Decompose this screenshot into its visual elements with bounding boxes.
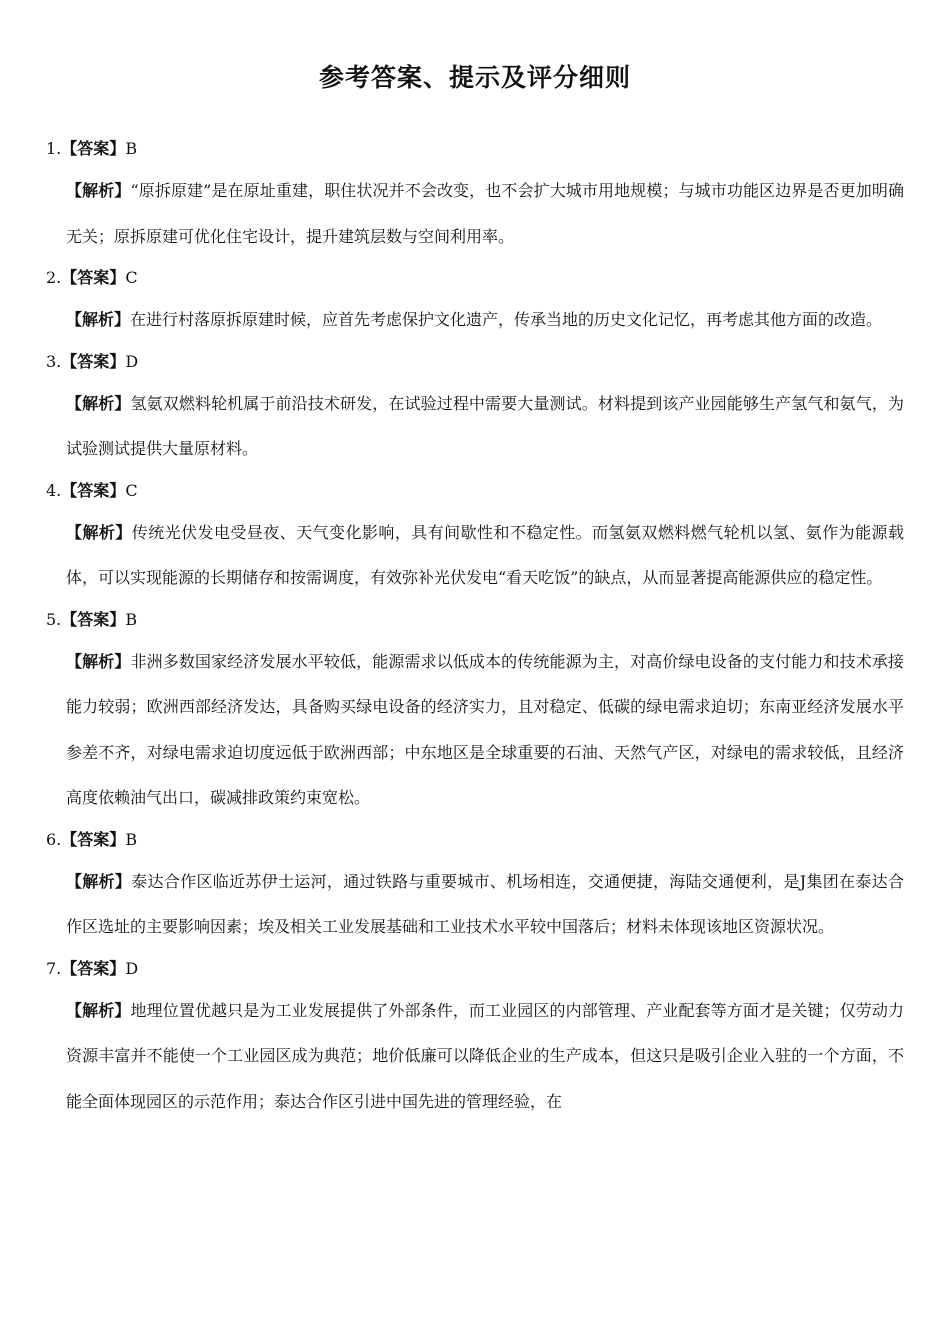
analysis-text: 地理位置优越只是为工业发展提供了外部条件，而工业园区的内部管理、产业配套等方面才是关键；仅劳动力资源丰富并不能使一个工业园区成为典范；地价低廉可以降低企业的生产成本，但这只是吸引企业入驻的一个方面，不能全面体现园区的示范作用；泰达合作区引进中国先进的管理经验，在 bbox=[66, 1000, 904, 1111]
analysis-paragraph bbox=[66, 381, 904, 472]
analysis-tag: 解析 bbox=[82, 310, 115, 329]
analysis-paragraph bbox=[66, 510, 904, 601]
answer-tag: 答案 bbox=[77, 829, 110, 849]
question-item bbox=[46, 343, 904, 472]
analysis-paragraph bbox=[66, 297, 904, 343]
analysis-text: “原拆原建”是在原址重建，职住状况并不会改变，也不会扩大城市用地规模；与城市功能区边界是否更加明确无关；原拆原建可优化住宅设计，提升建筑层数与空间利用率。 bbox=[66, 181, 904, 246]
answer-line bbox=[46, 130, 904, 168]
answer-tag: 答案 bbox=[77, 139, 110, 158]
question-item bbox=[46, 130, 904, 259]
analysis-tag: 解析 bbox=[82, 393, 115, 413]
answer-line bbox=[46, 950, 904, 988]
analysis-tag-close: 】 bbox=[114, 871, 132, 891]
analysis-tag: 解析 bbox=[82, 522, 116, 542]
analysis-tag-open: 【 bbox=[66, 1000, 83, 1020]
answer-value: B bbox=[125, 139, 138, 158]
analysis-tag-open: 【 bbox=[66, 871, 83, 891]
analysis-text: 非洲多数国家经济发展水平较低，能源需求以低成本的传统能源为主，对高价绿电设备的支付能力和技术承接能力较弱；欧洲西部经济发达，具备购买绿电设备的经济实力，且对稳定、低碳的绿电需求迫切；东南亚经济发展水平参差不齐，对绿电需求迫切度远低于欧洲西部；中东地区是全球重要的石油、天然气产区，对绿电的需求较低，且经济高度依赖油气出口，碳减排政策约束宽松。 bbox=[66, 651, 904, 807]
analysis-paragraph bbox=[66, 168, 904, 259]
analysis-tag-close: 】 bbox=[114, 393, 131, 413]
analysis-tag-open: 【 bbox=[66, 181, 83, 200]
answer-tag-close: 】 bbox=[109, 958, 126, 978]
question-item bbox=[46, 259, 904, 343]
answer-value: C bbox=[125, 268, 138, 287]
question-item bbox=[46, 472, 904, 601]
question-number: 4. bbox=[46, 480, 62, 500]
analysis-tag-close: 】 bbox=[114, 1000, 131, 1020]
answer-value: C bbox=[125, 480, 138, 500]
analysis-tag-open: 【 bbox=[66, 310, 83, 329]
answer-tag-close: 】 bbox=[109, 480, 126, 500]
answer-tag-open: 【 bbox=[61, 139, 78, 158]
analysis-text: 氢氨双燃料轮机属于前沿技术研发，在试验过程中需要大量测试。材料提到该产业园能够生产氢气和氨气，为试验测试提供大量原材料。 bbox=[66, 393, 904, 458]
question-number: 1. bbox=[46, 139, 62, 158]
answer-tag-close: 】 bbox=[109, 609, 126, 629]
questions-list bbox=[46, 130, 904, 1124]
answer-value: D bbox=[125, 351, 139, 371]
question-item bbox=[46, 601, 904, 821]
analysis-tag-open: 【 bbox=[66, 393, 83, 413]
answer-tag: 答案 bbox=[77, 268, 110, 287]
answer-value: B bbox=[125, 609, 138, 629]
answer-tag-close: 】 bbox=[109, 268, 126, 287]
analysis-paragraph bbox=[66, 639, 904, 821]
analysis-text: 传统光伏发电受昼夜、天气变化影响，具有间歇性和不稳定性。而氢氨双燃料燃气轮机以氢、氨作为能源载体，可以实现能源的长期储存和按需调度，有效弥补光伏发电“看天吃饭”的缺点，从而显著提高能源供应的稳定性。 bbox=[66, 522, 904, 587]
analysis-text: 在进行村落原拆原建时候，应首先考虑保护文化遗产，传承当地的历史文化记忆，再考虑其他方面的改造。 bbox=[130, 310, 883, 329]
answer-line bbox=[46, 259, 904, 297]
answer-tag-open: 【 bbox=[61, 958, 78, 978]
question-number: 5. bbox=[46, 609, 62, 629]
analysis-tag-open: 【 bbox=[66, 651, 83, 671]
question-number: 2. bbox=[46, 268, 62, 287]
analysis-tag-close: 】 bbox=[114, 310, 131, 329]
answer-tag-close: 】 bbox=[109, 829, 126, 849]
question-number: 6. bbox=[46, 829, 62, 849]
analysis-paragraph bbox=[66, 988, 904, 1125]
analysis-paragraph bbox=[66, 859, 904, 950]
answer-tag-close: 】 bbox=[109, 351, 126, 371]
answer-value: D bbox=[125, 958, 139, 978]
answer-tag-open: 【 bbox=[61, 480, 78, 500]
question-number: 7. bbox=[46, 958, 62, 978]
answer-tag: 答案 bbox=[77, 609, 110, 629]
answer-tag: 答案 bbox=[77, 958, 110, 978]
analysis-tag-close: 】 bbox=[114, 181, 131, 200]
answer-tag-open: 【 bbox=[61, 268, 78, 287]
analysis-tag-open: 【 bbox=[66, 522, 83, 542]
answer-tag-open: 【 bbox=[61, 829, 78, 849]
analysis-tag-close: 】 bbox=[114, 651, 131, 671]
answer-value: B bbox=[125, 829, 138, 849]
question-item bbox=[46, 821, 904, 950]
analysis-tag: 解析 bbox=[82, 651, 115, 671]
page-title: 参考答案、提示及评分细则 bbox=[318, 63, 631, 92]
question-item bbox=[46, 950, 904, 1125]
answer-tag-open: 【 bbox=[61, 351, 78, 371]
answer-tag: 答案 bbox=[77, 480, 110, 500]
answer-line bbox=[46, 601, 904, 639]
analysis-tag: 解析 bbox=[82, 1000, 115, 1020]
analysis-tag-close: 】 bbox=[115, 522, 132, 542]
answer-tag-open: 【 bbox=[61, 609, 78, 629]
question-number: 3. bbox=[46, 351, 62, 371]
analysis-text: 泰达合作区临近苏伊士运河，通过铁路与重要城市、机场相连，交通便捷，海陆交通便利，是J集团在泰达合作区选址的主要影响因素；埃及相关工业发展基础和工业技术水平较中国落后；材料未体现该地区资源状况。 bbox=[66, 871, 904, 936]
answer-line bbox=[46, 821, 904, 859]
answer-tag: 答案 bbox=[77, 351, 110, 371]
answer-tag-close: 】 bbox=[109, 139, 126, 158]
analysis-tag: 解析 bbox=[82, 181, 115, 200]
answer-line bbox=[46, 343, 904, 381]
answer-line bbox=[46, 472, 904, 510]
analysis-tag: 解析 bbox=[82, 871, 115, 891]
